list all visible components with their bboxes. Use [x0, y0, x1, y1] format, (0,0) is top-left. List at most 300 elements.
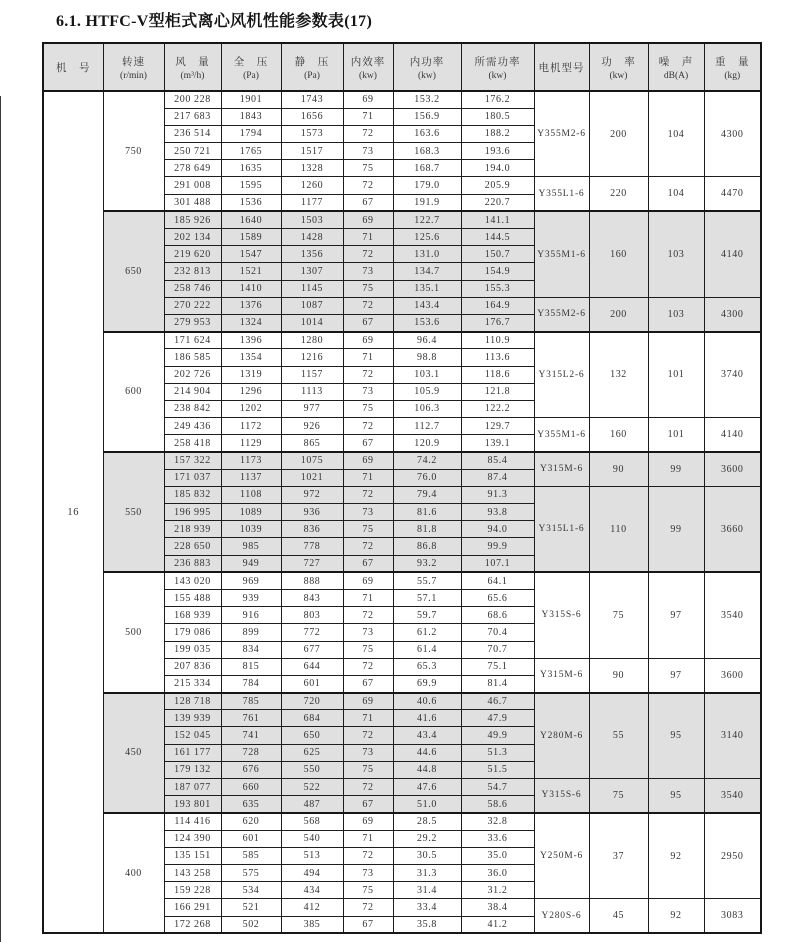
required-power-cell: 87.4 [461, 469, 534, 486]
static-pressure-cell: 1157 [281, 366, 343, 383]
airflow-cell: 200 228 [164, 91, 221, 108]
required-power-cell: 150.7 [461, 246, 534, 263]
efficiency-cell: 71 [343, 229, 393, 246]
efficiency-cell: 72 [343, 366, 393, 383]
motor-model-cell: Y315S-6 [534, 572, 589, 658]
internal-power-cell: 191.9 [393, 194, 461, 211]
efficiency-cell: 75 [343, 641, 393, 658]
airflow-cell: 270 222 [164, 297, 221, 314]
airflow-cell: 128 718 [164, 693, 221, 710]
motor-weight-cell: 3140 [704, 693, 761, 779]
airflow-cell: 157 322 [164, 452, 221, 469]
internal-power-cell: 86.8 [393, 538, 461, 555]
required-power-cell: 68.6 [461, 607, 534, 624]
total-pressure-cell: 949 [221, 555, 281, 572]
total-pressure-cell: 1137 [221, 469, 281, 486]
total-pressure-cell: 635 [221, 796, 281, 813]
airflow-cell: 196 995 [164, 504, 221, 521]
total-pressure-cell: 741 [221, 727, 281, 744]
airflow-cell: 236 883 [164, 555, 221, 572]
motor-weight-cell: 3740 [704, 332, 761, 418]
static-pressure-cell: 1145 [281, 280, 343, 297]
required-power-cell: 70.4 [461, 624, 534, 641]
airflow-cell: 152 045 [164, 727, 221, 744]
static-pressure-cell: 1428 [281, 229, 343, 246]
static-pressure-cell: 843 [281, 589, 343, 606]
motor-model-cell: Y280S-6 [534, 899, 589, 933]
required-power-cell: 121.8 [461, 383, 534, 400]
required-power-cell: 54.7 [461, 779, 534, 796]
internal-power-cell: 153.6 [393, 314, 461, 331]
col-header-9: 功 率 (kw) [589, 43, 648, 91]
static-pressure-cell: 836 [281, 521, 343, 538]
internal-power-cell: 30.5 [393, 847, 461, 864]
efficiency-cell: 72 [343, 899, 393, 916]
required-power-cell: 94.0 [461, 521, 534, 538]
data-row [43, 332, 761, 349]
col-header-10: 噪 声 dB(A) [648, 43, 704, 91]
required-power-cell: 38.4 [461, 899, 534, 916]
static-pressure-cell: 1177 [281, 194, 343, 211]
airflow-cell: 232 813 [164, 263, 221, 280]
motor-power-cell: 220 [589, 177, 648, 211]
required-power-cell: 85.4 [461, 452, 534, 469]
required-power-cell: 51.3 [461, 744, 534, 761]
total-pressure-cell: 784 [221, 675, 281, 692]
total-pressure-cell: 834 [221, 641, 281, 658]
internal-power-cell: 69.9 [393, 675, 461, 692]
airflow-cell: 215 334 [164, 675, 221, 692]
efficiency-cell: 69 [343, 211, 393, 228]
total-pressure-cell: 1794 [221, 125, 281, 142]
static-pressure-cell: 888 [281, 572, 343, 589]
efficiency-cell: 72 [343, 607, 393, 624]
efficiency-cell: 71 [343, 830, 393, 847]
efficiency-cell: 73 [343, 504, 393, 521]
airflow-cell: 279 953 [164, 314, 221, 331]
total-pressure-cell: 1547 [221, 246, 281, 263]
efficiency-cell: 72 [343, 246, 393, 263]
required-power-cell: 99.9 [461, 538, 534, 555]
airflow-cell: 217 683 [164, 108, 221, 125]
static-pressure-cell: 513 [281, 847, 343, 864]
static-pressure-cell: 772 [281, 624, 343, 641]
required-power-cell: 81.4 [461, 675, 534, 692]
motor-model-cell: Y355M2-6 [534, 91, 589, 177]
efficiency-cell: 72 [343, 125, 393, 142]
motor-noise-cell: 95 [648, 693, 704, 779]
motor-model-cell: Y355M2-6 [534, 297, 589, 331]
motor-power-cell: 75 [589, 572, 648, 658]
total-pressure-cell: 1595 [221, 177, 281, 194]
static-pressure-cell: 644 [281, 658, 343, 675]
internal-power-cell: 143.4 [393, 297, 461, 314]
total-pressure-cell: 916 [221, 607, 281, 624]
internal-power-cell: 103.1 [393, 366, 461, 383]
airflow-cell: 258 746 [164, 280, 221, 297]
col-header-7: 所需功率 (kw) [461, 43, 534, 91]
internal-power-cell: 47.6 [393, 779, 461, 796]
internal-power-cell: 120.9 [393, 435, 461, 452]
motor-weight-cell: 3600 [704, 658, 761, 692]
total-pressure-cell: 1589 [221, 229, 281, 246]
efficiency-cell: 72 [343, 486, 393, 503]
col-header-11: 重 量 (kg) [704, 43, 761, 91]
efficiency-cell: 75 [343, 400, 393, 417]
efficiency-cell: 71 [343, 710, 393, 727]
efficiency-cell: 72 [343, 297, 393, 314]
required-power-cell: 31.2 [461, 882, 534, 899]
motor-weight-cell: 4470 [704, 177, 761, 211]
motor-power-cell: 90 [589, 658, 648, 692]
total-pressure-cell: 1173 [221, 452, 281, 469]
static-pressure-cell: 865 [281, 435, 343, 452]
static-pressure-cell: 625 [281, 744, 343, 761]
required-power-cell: 118.6 [461, 366, 534, 383]
airflow-cell: 124 390 [164, 830, 221, 847]
motor-power-cell: 200 [589, 297, 648, 331]
internal-power-cell: 59.7 [393, 607, 461, 624]
page-title: 6.1. HTFC-V型柜式离心风机性能参数表(17) [56, 13, 373, 30]
internal-power-cell: 98.8 [393, 349, 461, 366]
total-pressure-cell: 939 [221, 589, 281, 606]
airflow-cell: 218 939 [164, 521, 221, 538]
required-power-cell: 91.3 [461, 486, 534, 503]
required-power-cell: 93.8 [461, 504, 534, 521]
static-pressure-cell: 434 [281, 882, 343, 899]
efficiency-cell: 67 [343, 314, 393, 331]
efficiency-cell: 75 [343, 882, 393, 899]
col-header-4: 静 压 (Pa) [281, 43, 343, 91]
required-power-cell: 107.1 [461, 555, 534, 572]
static-pressure-cell: 494 [281, 864, 343, 881]
internal-power-cell: 44.6 [393, 744, 461, 761]
static-pressure-cell: 936 [281, 504, 343, 521]
required-power-cell: 75.1 [461, 658, 534, 675]
machine-no-cell: 16 [43, 91, 103, 933]
required-power-cell: 36.0 [461, 864, 534, 881]
total-pressure-cell: 761 [221, 710, 281, 727]
col-header-2: 风 量 (m³/h) [164, 43, 221, 91]
airflow-cell: 219 620 [164, 246, 221, 263]
airflow-cell: 202 726 [164, 366, 221, 383]
total-pressure-cell: 1635 [221, 160, 281, 177]
total-pressure-cell: 1089 [221, 504, 281, 521]
required-power-cell: 141.1 [461, 211, 534, 228]
speed-cell: 650 [103, 211, 164, 331]
efficiency-cell: 72 [343, 727, 393, 744]
motor-power-cell: 200 [589, 91, 648, 177]
efficiency-cell: 72 [343, 847, 393, 864]
internal-power-cell: 131.0 [393, 246, 461, 263]
airflow-cell: 168 939 [164, 607, 221, 624]
motor-model-cell: Y355M1-6 [534, 211, 589, 297]
airflow-cell: 278 649 [164, 160, 221, 177]
internal-power-cell: 79.4 [393, 486, 461, 503]
total-pressure-cell: 1410 [221, 280, 281, 297]
motor-weight-cell: 4300 [704, 91, 761, 177]
airflow-cell: 187 077 [164, 779, 221, 796]
efficiency-cell: 67 [343, 796, 393, 813]
static-pressure-cell: 540 [281, 830, 343, 847]
internal-power-cell: 65.3 [393, 658, 461, 675]
motor-noise-cell: 104 [648, 177, 704, 211]
total-pressure-cell: 1640 [221, 211, 281, 228]
col-header-8: 电机型号 [534, 43, 589, 91]
motor-noise-cell: 92 [648, 899, 704, 933]
internal-power-cell: 51.0 [393, 796, 461, 813]
efficiency-cell: 72 [343, 658, 393, 675]
total-pressure-cell: 1324 [221, 314, 281, 331]
required-power-cell: 110.9 [461, 332, 534, 349]
total-pressure-cell: 1172 [221, 418, 281, 435]
speed-cell: 600 [103, 332, 164, 452]
total-pressure-cell: 521 [221, 899, 281, 916]
airflow-cell: 166 291 [164, 899, 221, 916]
header-row [43, 43, 761, 91]
data-row [43, 91, 761, 108]
airflow-cell: 171 037 [164, 469, 221, 486]
motor-model-cell: Y315M-6 [534, 658, 589, 692]
efficiency-cell: 73 [343, 624, 393, 641]
required-power-cell: 164.9 [461, 297, 534, 314]
col-header-3: 全 压 (Pa) [221, 43, 281, 91]
static-pressure-cell: 550 [281, 761, 343, 778]
static-pressure-cell: 1260 [281, 177, 343, 194]
static-pressure-cell: 677 [281, 641, 343, 658]
airflow-cell: 301 488 [164, 194, 221, 211]
efficiency-cell: 67 [343, 675, 393, 692]
col-header-5: 内效率 (kw) [343, 43, 393, 91]
total-pressure-cell: 575 [221, 864, 281, 881]
internal-power-cell: 29.2 [393, 830, 461, 847]
efficiency-cell: 71 [343, 108, 393, 125]
static-pressure-cell: 684 [281, 710, 343, 727]
airflow-cell: 143 258 [164, 864, 221, 881]
internal-power-cell: 135.1 [393, 280, 461, 297]
internal-power-cell: 43.4 [393, 727, 461, 744]
motor-weight-cell: 3540 [704, 572, 761, 658]
total-pressure-cell: 1843 [221, 108, 281, 125]
efficiency-cell: 67 [343, 435, 393, 452]
motor-weight-cell: 3540 [704, 779, 761, 813]
motor-weight-cell: 2950 [704, 813, 761, 899]
motor-weight-cell: 4140 [704, 211, 761, 297]
efficiency-cell: 75 [343, 280, 393, 297]
internal-power-cell: 122.7 [393, 211, 461, 228]
internal-power-cell: 179.0 [393, 177, 461, 194]
data-row [43, 693, 761, 710]
static-pressure-cell: 727 [281, 555, 343, 572]
required-power-cell: 122.2 [461, 400, 534, 417]
internal-power-cell: 31.3 [393, 864, 461, 881]
required-power-cell: 220.7 [461, 194, 534, 211]
speed-cell: 550 [103, 452, 164, 572]
static-pressure-cell: 1573 [281, 125, 343, 142]
airflow-cell: 207 836 [164, 658, 221, 675]
static-pressure-cell: 487 [281, 796, 343, 813]
col-header-0: 机 号 [43, 43, 103, 91]
table-body [43, 91, 761, 933]
static-pressure-cell: 1503 [281, 211, 343, 228]
internal-power-cell: 40.6 [393, 693, 461, 710]
airflow-cell: 161 177 [164, 744, 221, 761]
motor-model-cell: Y355M1-6 [534, 418, 589, 452]
motor-power-cell: 55 [589, 693, 648, 779]
airflow-cell: 250 721 [164, 143, 221, 160]
total-pressure-cell: 1296 [221, 383, 281, 400]
efficiency-cell: 73 [343, 744, 393, 761]
efficiency-cell: 73 [343, 143, 393, 160]
total-pressure-cell: 728 [221, 744, 281, 761]
airflow-cell: 155 488 [164, 589, 221, 606]
internal-power-cell: 81.6 [393, 504, 461, 521]
static-pressure-cell: 1356 [281, 246, 343, 263]
internal-power-cell: 74.2 [393, 452, 461, 469]
required-power-cell: 47.9 [461, 710, 534, 727]
required-power-cell: 180.5 [461, 108, 534, 125]
airflow-cell: 114 416 [164, 813, 221, 830]
motor-power-cell: 90 [589, 452, 648, 486]
required-power-cell: 188.2 [461, 125, 534, 142]
internal-power-cell: 28.5 [393, 813, 461, 830]
total-pressure-cell: 1354 [221, 349, 281, 366]
static-pressure-cell: 412 [281, 899, 343, 916]
required-power-cell: 49.9 [461, 727, 534, 744]
total-pressure-cell: 1129 [221, 435, 281, 452]
airflow-cell: 199 035 [164, 641, 221, 658]
required-power-cell: 70.7 [461, 641, 534, 658]
internal-power-cell: 76.0 [393, 469, 461, 486]
required-power-cell: 58.6 [461, 796, 534, 813]
total-pressure-cell: 1536 [221, 194, 281, 211]
efficiency-cell: 71 [343, 469, 393, 486]
static-pressure-cell: 385 [281, 916, 343, 933]
efficiency-cell: 75 [343, 521, 393, 538]
static-pressure-cell: 926 [281, 418, 343, 435]
airflow-cell: 135 151 [164, 847, 221, 864]
internal-power-cell: 44.8 [393, 761, 461, 778]
motor-weight-cell: 4300 [704, 297, 761, 331]
efficiency-cell: 73 [343, 263, 393, 280]
internal-power-cell: 156.9 [393, 108, 461, 125]
total-pressure-cell: 785 [221, 693, 281, 710]
fan-table [42, 42, 762, 934]
motor-noise-cell: 97 [648, 658, 704, 692]
static-pressure-cell: 1743 [281, 91, 343, 108]
airflow-cell: 143 020 [164, 572, 221, 589]
speed-cell: 450 [103, 693, 164, 813]
required-power-cell: 113.6 [461, 349, 534, 366]
internal-power-cell: 55.7 [393, 572, 461, 589]
airflow-cell: 185 926 [164, 211, 221, 228]
required-power-cell: 129.7 [461, 418, 534, 435]
airflow-cell: 238 842 [164, 400, 221, 417]
total-pressure-cell: 1039 [221, 521, 281, 538]
static-pressure-cell: 568 [281, 813, 343, 830]
efficiency-cell: 71 [343, 589, 393, 606]
speed-cell: 500 [103, 572, 164, 692]
efficiency-cell: 69 [343, 572, 393, 589]
airflow-cell: 193 801 [164, 796, 221, 813]
motor-noise-cell: 92 [648, 813, 704, 899]
motor-noise-cell: 103 [648, 297, 704, 331]
motor-weight-cell: 4140 [704, 418, 761, 452]
required-power-cell: 41.2 [461, 916, 534, 933]
motor-model-cell: Y315S-6 [534, 779, 589, 813]
internal-power-cell: 168.3 [393, 143, 461, 160]
static-pressure-cell: 778 [281, 538, 343, 555]
airflow-cell: 258 418 [164, 435, 221, 452]
motor-model-cell: Y250M-6 [534, 813, 589, 899]
required-power-cell: 139.1 [461, 435, 534, 452]
total-pressure-cell: 502 [221, 916, 281, 933]
static-pressure-cell: 1307 [281, 263, 343, 280]
total-pressure-cell: 1521 [221, 263, 281, 280]
total-pressure-cell: 660 [221, 779, 281, 796]
efficiency-cell: 67 [343, 194, 393, 211]
motor-model-cell: Y315L1-6 [534, 486, 589, 572]
efficiency-cell: 69 [343, 693, 393, 710]
motor-power-cell: 160 [589, 211, 648, 297]
required-power-cell: 35.0 [461, 847, 534, 864]
static-pressure-cell: 601 [281, 675, 343, 692]
internal-power-cell: 81.8 [393, 521, 461, 538]
efficiency-cell: 69 [343, 91, 393, 108]
data-row [43, 813, 761, 830]
internal-power-cell: 31.4 [393, 882, 461, 899]
internal-power-cell: 105.9 [393, 383, 461, 400]
internal-power-cell: 134.7 [393, 263, 461, 280]
internal-power-cell: 96.4 [393, 332, 461, 349]
total-pressure-cell: 676 [221, 761, 281, 778]
speed-cell: 400 [103, 813, 164, 933]
motor-power-cell: 160 [589, 418, 648, 452]
total-pressure-cell: 1202 [221, 400, 281, 417]
motor-power-cell: 75 [589, 779, 648, 813]
motor-noise-cell: 103 [648, 211, 704, 297]
total-pressure-cell: 1108 [221, 486, 281, 503]
motor-noise-cell: 99 [648, 452, 704, 486]
total-pressure-cell: 1765 [221, 143, 281, 160]
static-pressure-cell: 650 [281, 727, 343, 744]
data-row [43, 452, 761, 469]
total-pressure-cell: 1901 [221, 91, 281, 108]
motor-weight-cell: 3660 [704, 486, 761, 572]
efficiency-cell: 75 [343, 761, 393, 778]
static-pressure-cell: 1087 [281, 297, 343, 314]
static-pressure-cell: 1021 [281, 469, 343, 486]
total-pressure-cell: 585 [221, 847, 281, 864]
motor-power-cell: 37 [589, 813, 648, 899]
efficiency-cell: 67 [343, 555, 393, 572]
motor-noise-cell: 97 [648, 572, 704, 658]
total-pressure-cell: 815 [221, 658, 281, 675]
efficiency-cell: 69 [343, 813, 393, 830]
static-pressure-cell: 1014 [281, 314, 343, 331]
static-pressure-cell: 1075 [281, 452, 343, 469]
airflow-cell: 236 514 [164, 125, 221, 142]
internal-power-cell: 106.3 [393, 400, 461, 417]
airflow-cell: 159 228 [164, 882, 221, 899]
airflow-cell: 179 086 [164, 624, 221, 641]
efficiency-cell: 71 [343, 349, 393, 366]
internal-power-cell: 153.2 [393, 91, 461, 108]
efficiency-cell: 72 [343, 538, 393, 555]
motor-noise-cell: 95 [648, 779, 704, 813]
static-pressure-cell: 972 [281, 486, 343, 503]
efficiency-cell: 72 [343, 177, 393, 194]
